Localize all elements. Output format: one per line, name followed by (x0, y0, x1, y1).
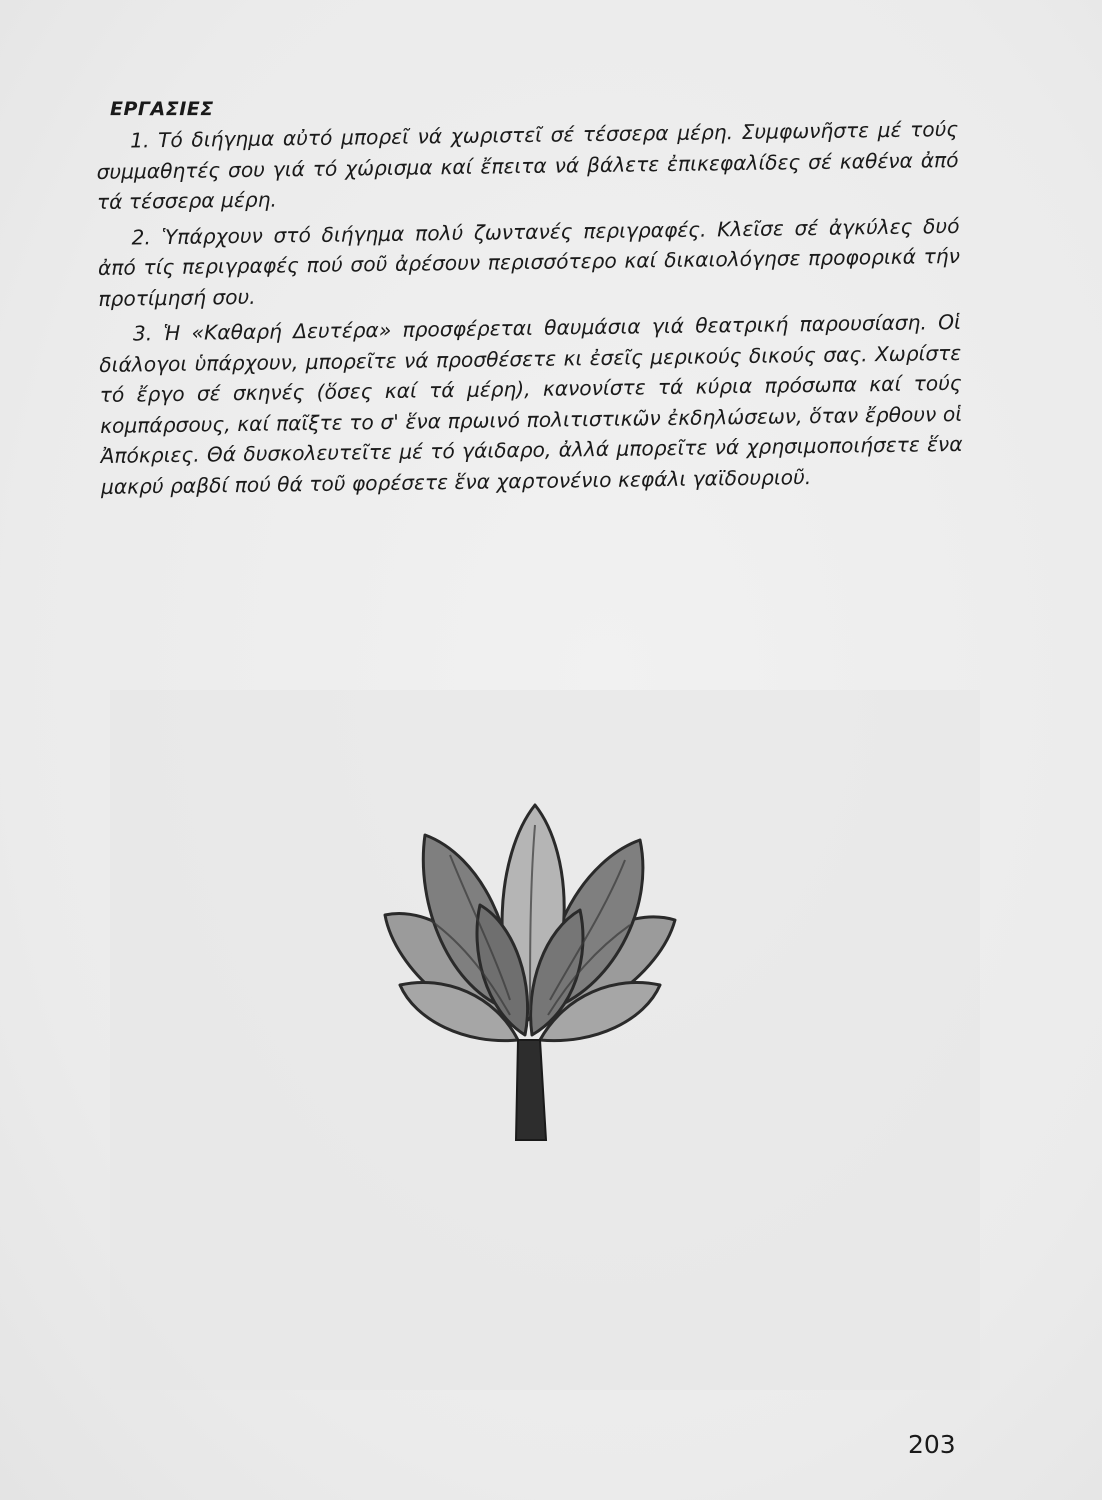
exercises-list (96, 114, 963, 507)
exercises-heading: ΕΡΓΑΣΙΕΣ (110, 98, 214, 120)
exercise-3: 3. Ἡ «Καθαρή Δευτέρα» προσφέρεται θαυμάσια γιά θεατρική παρουσίαση. Οἱ διάλογοι ὑπάρχουν, μπορεῖτε νά προσθέσετε κι ἐσεῖς μερικούς δικούς σας. Χωρίστε τό ἔργο σέ σκηνές (ὅσες καί τά μέρη), κανονίστε τά κύρια πρόσωπα καί τούς κομπάρσους, καί παῖξτε το σ' ἕνα πρωινό πολιτιστικῶν ἐκδηλώσεων, ὅταν ἔρθουν οἱ Ἀπόκριες. Θά δυσκολευτεῖτε μέ τό γάιδαρο, ἀλλά μπορεῖτε νά χρησιμοποιήσετε ἕνα μακρύ ραβδί πού θά τοῦ φορέσετε ἕνα χαρτονένιο κεφάλι γαϊδουριοῦ. (99, 309, 963, 499)
exercise-1: 1. Τό διήγημα αὐτό μπορεῖ νά χωριστεῖ σέ τέσσερα μέρη. Συμφωνῆστε μέ τούς συμμαθητές σου γιά τό χώρισμα καί ἔπειτα νά βάλετε ἐπικεφαλίδες σέ καθένα ἀπό τά τέσσερα μέρη. (96, 116, 959, 214)
crocus-illustration (370, 795, 690, 1155)
flower-stem (516, 1040, 546, 1140)
exercise-2: 2. Ὑπάρχουν στό διήγημα πολύ ζωντανές περιγραφές. Κλεῖσε σέ ἀγκύλες δυό ἀπό τίς περιγραφές πού σοῦ ἀρέσουν περισσότερο καί δικαιολόγησε προφορικά τήν προτίμησή σου. (97, 213, 961, 311)
page-number: 203 (908, 1430, 956, 1459)
